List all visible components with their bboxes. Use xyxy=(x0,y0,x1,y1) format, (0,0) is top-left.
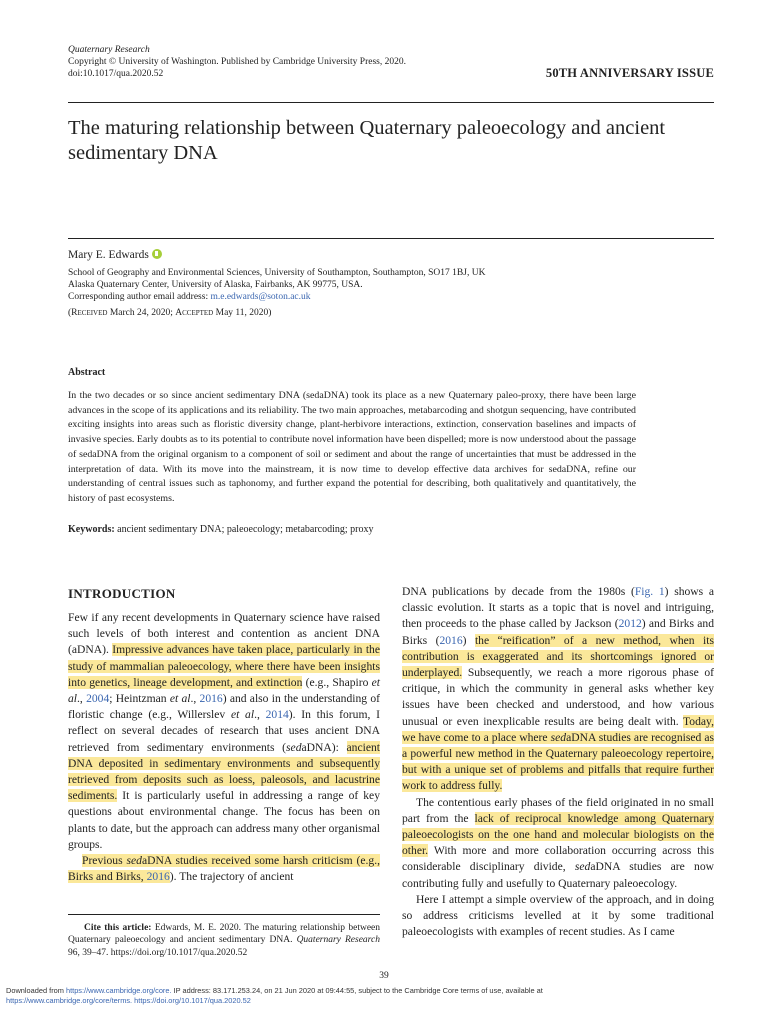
cambridge-core-link[interactable]: https://www.cambridge.org/core. xyxy=(65,986,172,995)
introduction-heading: INTRODUCTION xyxy=(68,586,176,601)
received-date: March 24, 2020; xyxy=(109,308,173,318)
email-prefix: Corresponding author email address: xyxy=(68,292,211,303)
issue-label: 50TH ANNIVERSARY ISSUE xyxy=(545,66,714,80)
citation-divider xyxy=(68,914,380,915)
keywords-line xyxy=(68,524,373,535)
top-divider xyxy=(68,102,714,103)
reference-link[interactable]: 2016 xyxy=(439,633,463,647)
download-notice: Downloaded from https://www.cambridge.org/core. IP address: 83.171.253.24, on 21 Jun 2020 at 09:44:55, subject to the Cambridge Core terms of use, available at https://www.cambridge.org/core/terms. https://doi.org/10.1017/qua.2020.52 xyxy=(6,986,543,1006)
right-paragraph-2: The contentious early phases of the field originated in no small part from the lack of reciprocal knowledge among Quaternary paleoecologists on the one hand and molecular biologists on the other. With more and more collaboration occurring across this considerable disciplinary divide, sedaDNA studies are now contributing fully and usefully to Quaternary paleoecology. xyxy=(402,795,714,890)
received-label: Received xyxy=(71,308,108,318)
journal-header xyxy=(68,44,406,81)
orcid-icon[interactable] xyxy=(152,249,162,259)
reference-link[interactable]: 2012 xyxy=(618,617,642,631)
author-line xyxy=(68,249,162,261)
highlight: Impressive advances have taken place, particularly in the study of mammalian paleoecology, where there have been insights into genetics, lineage development, and extinction xyxy=(68,643,380,689)
reference-link[interactable]: 2016 xyxy=(199,692,223,706)
accepted-date: May 11, 2020) xyxy=(215,308,272,318)
right-paragraph-3: Here I attempt a simple overview of the approach, and in doing so address criticisms levelled at it by some traditional paleoecologists with examples of recent studies. As I came xyxy=(402,892,714,939)
abstract-heading: Abstract xyxy=(68,367,106,378)
right-paragraph-1: DNA publications by decade from the 1980s (Fig. 1) shows a classic evolution. It starts as a topic that is novel and intriguing, then proceeds to the phase called by Jackson (2012) and Birks and Birks (2016) the “reification” of a new method, when its contribution is exaggerated and its shortcomings ignored or underplayed. Subsequently, we reach a more rigorous phase of critique, in which the community in general asks whether key issues have been checked and understood, and how various unusual or even inexplicable results are being dealt with. Today, we have come to a place where sedaDNA studies are recognised as a powerful new method in the Quaternary paleoecology repertoire, but with a unique set of problems and pitfalls that require further work to address fully. xyxy=(402,585,714,793)
intro-paragraph-1: Few if any recent developments in Quaternary science have raised such levels of both interest and contention as ancient DNA (aDNA). Impressive advances have taken place, particularly in the study of mammalian paleoecology, where there have been insights into genetics, lineage development, and extinction (e.g., Shapiro et al., 2004; Heintzman et al., 2016) and also in the understanding of floristic change (e.g., Willerslev et al., 2014). In this forum, I reflect on several decades of research that uses ancient DNA retrieved from sedimentary environments (sedaDNA): ancient DNA deposited in sedimentary environments and subsequently retrieved from deposits such as loess, paleosols, and lacustrine sediments. It is particularly useful in addressing a range of key questions about environmental change. The focus has been on plants to date, but the approach can address many other organismal groups. xyxy=(68,611,380,851)
affiliation-2: Alaska Quaternary Center, University of Alaska, Fairbanks, AK 99775, USA. xyxy=(68,280,363,291)
doi-line: doi:10.1017/qua.2020.52 xyxy=(68,69,164,80)
email-link[interactable]: m.e.edwards@soton.ac.uk xyxy=(210,292,311,303)
highlight: lack of reciprocal knowledge among Quaternary paleoecologists on the one hand and molecular biologists on the other. xyxy=(402,811,714,858)
figure-link[interactable]: Fig. 1 xyxy=(634,585,665,598)
reference-link[interactable]: 2016 xyxy=(146,870,170,884)
highlight: the “reification” of a new method, when its contribution is exaggerated and its shortcomings ignored or underplayed. xyxy=(402,633,714,680)
journal-name: Quaternary Research xyxy=(68,45,150,55)
title-divider xyxy=(68,238,714,239)
corresponding-email-line xyxy=(68,291,485,303)
author-name: Mary E. Edwards xyxy=(68,249,149,261)
affiliation-1: School of Geography and Environmental Sciences, University of Southampton, Southampton, SO17 1BJ, UK xyxy=(68,268,486,278)
terms-link[interactable]: https://www.cambridge.org/core/terms. xyxy=(6,996,133,1006)
highlight: Previous sedaDNA studies received some harsh criticism (e.g., Birks and Birks, 2016 xyxy=(68,854,380,884)
keywords-label: Keywords: xyxy=(68,524,115,535)
right-column xyxy=(402,584,714,940)
article-title: The maturing relationship between Quaternary paleoecology and ancient sedimentary DNA xyxy=(68,117,666,164)
left-column xyxy=(68,610,380,885)
citation-label: Cite this article: xyxy=(84,923,152,933)
highlight: Today, we have come to a place where sedaDNA studies are recognised as a powerful new method in the Quaternary paleoecology repertoire, but with a unique set of problems and pitfalls that require further work to address fully. xyxy=(402,714,714,793)
keywords-text: ancient sedimentary DNA; paleoecology; metabarcoding; proxy xyxy=(117,524,374,535)
abstract-text: In the two decades or so since ancient sedimentary DNA (sedaDNA) took its place as a new Quaternary paleo-proxy, there have been large advances in the scope of its applications and its reliability. The two main approaches, metabarcoding and shotgun sequencing, have contributed exciting insights into areas such as floristic diversity change, plant-herbivore interactions, extinction, conservation baselines and impacts of invasive species. Early doubts as to its potential to contribute novel information have been dispelled; more is now understood about the passage of sedaDNA from the original organism to a component of soil or sediment and about the range of uncertainties that must be addressed in the interpretation of data. With its move into the mainstream, it is now time to develop effective data archives for sedaDNA, refine our understanding of central issues such as taphonomy, and further expand the potential for describing, both qualitatively and quantitatively, the history of past ecosystems. xyxy=(68,390,636,504)
copyright-line: Copyright © University of Washington. Published by Cambridge University Press, 2020. xyxy=(68,57,406,68)
reference-link[interactable]: 2004 xyxy=(86,692,110,706)
page-number: 39 xyxy=(379,971,389,981)
affiliations xyxy=(68,267,485,304)
doi-link[interactable]: https://doi.org/10.1017/qua.2020.52 xyxy=(132,996,251,1006)
highlight: ancient DNA deposited in sedimentary environments and subsequently retrieved from deposits such as loess, paleosols, and lacustrine sediments. xyxy=(68,740,380,803)
accepted-label: Accepted xyxy=(175,308,214,318)
reference-link[interactable]: 2014 xyxy=(265,708,289,722)
citation-block: Cite this article: Edwards, M. E. 2020. The maturing relationship between Quaternary paleoecology and ancient sedimentary DNA. Quaternary Research 96, 39–47. https://doi.org/10.1017/qua.2020.52 xyxy=(68,923,381,958)
intro-paragraph-2: Previous sedaDNA studies received some harsh criticism (e.g., Birks and Birks, 2016). The trajectory of ancient xyxy=(68,854,380,884)
received-accepted-dates: (Received March 24, 2020; Accepted May 11, 2020) xyxy=(68,308,272,318)
